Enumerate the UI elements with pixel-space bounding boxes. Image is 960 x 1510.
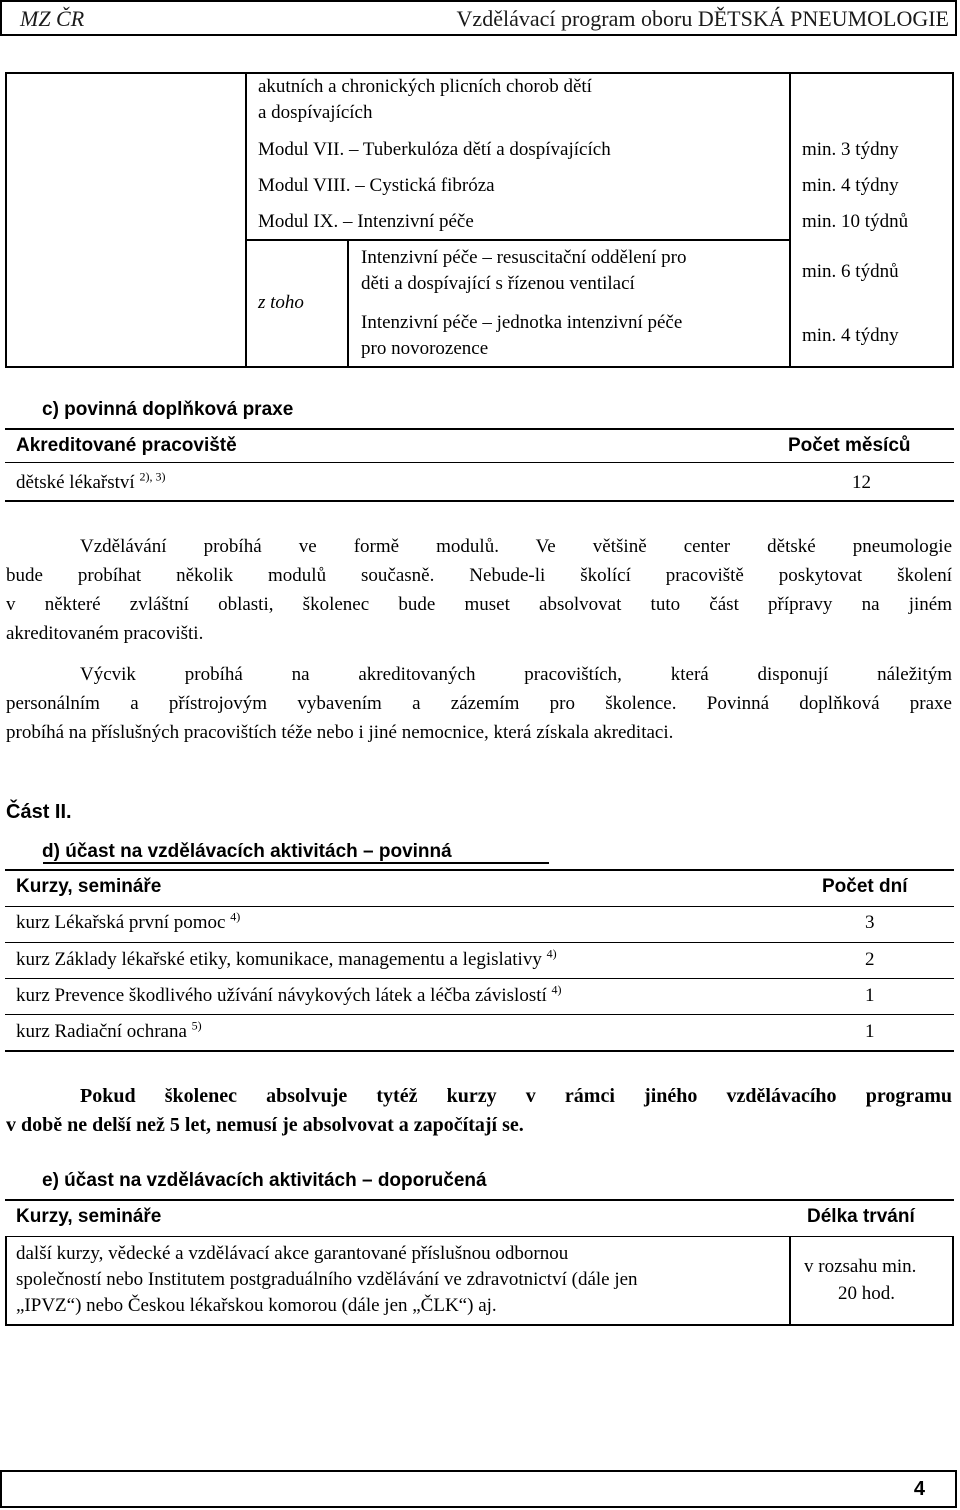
table-border bbox=[5, 869, 954, 871]
section-e-title: e) účast na vzdělávacích aktivitách – doporučená bbox=[42, 1170, 487, 1191]
part-ii-title: Část II. bbox=[6, 801, 72, 823]
section-e-duration: v rozsahu min. bbox=[804, 1256, 917, 1277]
table-border bbox=[952, 1236, 954, 1326]
table-border bbox=[5, 1014, 954, 1015]
table-border bbox=[5, 978, 954, 979]
course-days: 2 bbox=[865, 949, 875, 970]
paragraph-line: akreditovaném pracovišti. bbox=[6, 623, 204, 644]
section-c-col2: Počet měsíců bbox=[788, 435, 911, 456]
table-border bbox=[245, 239, 791, 241]
section-d-col2: Počet dní bbox=[822, 876, 908, 897]
note-line: v době ne delší než 5 let, nemusí je absolvovat a započítají se. bbox=[6, 1114, 524, 1136]
section-e-text: „IPVZ“) nebo Českou lékařskou komorou (dále jen „ČLK“) aj. bbox=[16, 1295, 497, 1316]
sub-module-duration: min. 6 týdnů bbox=[802, 261, 899, 282]
sub-module-text: Intenzivní péče – resuscitační oddělení pro bbox=[361, 247, 687, 268]
footnote-ref: 2), 3) bbox=[139, 469, 166, 484]
table-border bbox=[5, 72, 954, 74]
z-toho-label: z toho bbox=[258, 292, 304, 313]
footnote-ref: 4) bbox=[230, 909, 241, 924]
table-border bbox=[5, 1324, 954, 1326]
table-border bbox=[5, 1236, 954, 1237]
table-border bbox=[5, 72, 7, 368]
paragraph-line: personálním a přístrojovým vybavením a zázemím pro školence. Povinná doplňková praxe bbox=[6, 693, 952, 714]
paragraph-modules bbox=[6, 532, 952, 648]
note-paragraph bbox=[6, 1082, 952, 1140]
course-days: 1 bbox=[865, 1021, 875, 1042]
note-line: Pokud školenec absolvuje tytéž kurzy v rámci jiného vzdělávacího programu bbox=[80, 1085, 952, 1107]
paragraph-line: Vzdělávání probíhá ve formě modulů. Ve většině center dětské pneumologie bbox=[80, 536, 952, 557]
header-title: Vzdělávací program oboru DĚTSKÁ PNEUMOLOGIE bbox=[456, 6, 949, 31]
course-label: kurz Prevence škodlivého užívání návykových látek a léčba závislostí bbox=[16, 985, 547, 1006]
table-border bbox=[789, 72, 791, 368]
course-row bbox=[16, 946, 557, 971]
table-border bbox=[347, 239, 349, 368]
course-days: 1 bbox=[865, 985, 875, 1006]
sub-module-text: pro novorozence bbox=[361, 338, 489, 359]
module-duration: min. 4 týdny bbox=[802, 175, 899, 196]
page-footer bbox=[0, 1470, 957, 1508]
table-border bbox=[5, 462, 954, 463]
paragraph-line: bude probíhat několik modulů současně. Nebude-li školící pracoviště poskytovat školení bbox=[6, 565, 952, 586]
section-e-col1: Kurzy, semináře bbox=[16, 1206, 162, 1227]
section-e-text: společností nebo Institutem postgraduálního vzdělávání ve zdravotnictví (dále jen bbox=[16, 1269, 638, 1290]
footnote-ref: 5) bbox=[191, 1018, 202, 1033]
module-row-text: akutních a chronických plicních chorob dětí bbox=[258, 76, 592, 97]
paragraph-training bbox=[6, 660, 952, 747]
sub-module-duration: min. 4 týdny bbox=[802, 325, 899, 346]
table-border bbox=[5, 500, 954, 502]
course-row bbox=[16, 982, 562, 1007]
section-d-col1: Kurzy, semináře bbox=[16, 876, 162, 897]
sub-module-text: děti a dospívající s řízenou ventilací bbox=[361, 273, 635, 294]
table-border bbox=[5, 906, 954, 907]
module-label: Modul VIII. – Cystická fibróza bbox=[258, 175, 495, 196]
section-c-row-label: dětské lékařství bbox=[16, 472, 135, 493]
module-duration: min. 3 týdny bbox=[802, 139, 899, 160]
footnote-ref: 4) bbox=[551, 982, 562, 997]
title-underline bbox=[43, 862, 549, 864]
course-label: kurz Základy lékařské etiky, komunikace, managementu a legislativy bbox=[16, 949, 542, 970]
course-row bbox=[16, 1018, 202, 1043]
table-border bbox=[245, 72, 247, 368]
module-label: Modul VII. – Tuberkulóza dětí a dospívajících bbox=[258, 139, 611, 160]
sub-module-text: Intenzivní péče – jednotka intenzivní péče bbox=[361, 312, 683, 333]
course-days: 3 bbox=[865, 912, 875, 933]
table-border bbox=[5, 942, 954, 943]
table-border bbox=[5, 428, 954, 430]
course-row bbox=[16, 909, 241, 934]
module-label: Modul IX. – Intenzivní péče bbox=[258, 211, 474, 232]
paragraph-line: probíhá na příslušných pracovištích téže nebo i jiné nemocnice, která získala akreditaci. bbox=[6, 722, 674, 743]
section-c-row-value: 12 bbox=[852, 472, 871, 493]
module-row-text: a dospívajících bbox=[258, 102, 373, 123]
page-header bbox=[0, 0, 957, 36]
course-label: kurz Radiační ochrana bbox=[16, 1021, 187, 1042]
section-e-text: další kurzy, vědecké a vzdělávací akce garantované příslušnou odbornou bbox=[16, 1243, 569, 1264]
footnote-ref: 4) bbox=[546, 946, 557, 961]
header-left: MZ ČR bbox=[20, 6, 85, 31]
table-border bbox=[5, 1199, 954, 1201]
table-border bbox=[5, 366, 954, 368]
table-border bbox=[789, 1236, 791, 1326]
paragraph-line: Výcvik probíhá na akreditovaných pracovištích, která disponují náležitým bbox=[80, 664, 952, 685]
page-number: 4 bbox=[913, 1478, 925, 1500]
table-border bbox=[952, 72, 954, 368]
paragraph-line: v některé zvláštní oblasti, školenec bude muset absolvovat tuto část přípravy na jiném bbox=[6, 594, 952, 615]
table-border bbox=[5, 1050, 954, 1052]
module-duration: min. 10 týdnů bbox=[802, 211, 909, 232]
section-c-col1: Akreditované pracoviště bbox=[16, 435, 237, 456]
section-e-duration: 20 hod. bbox=[838, 1283, 895, 1304]
section-c-row bbox=[16, 469, 166, 494]
section-c-title: c) povinná doplňková praxe bbox=[42, 399, 294, 420]
table-border bbox=[5, 1236, 7, 1326]
section-d-title: d) účast na vzdělávacích aktivitách – povinná bbox=[42, 841, 452, 862]
section-e-col2: Délka trvání bbox=[807, 1206, 915, 1227]
course-label: kurz Lékařská první pomoc bbox=[16, 912, 226, 933]
